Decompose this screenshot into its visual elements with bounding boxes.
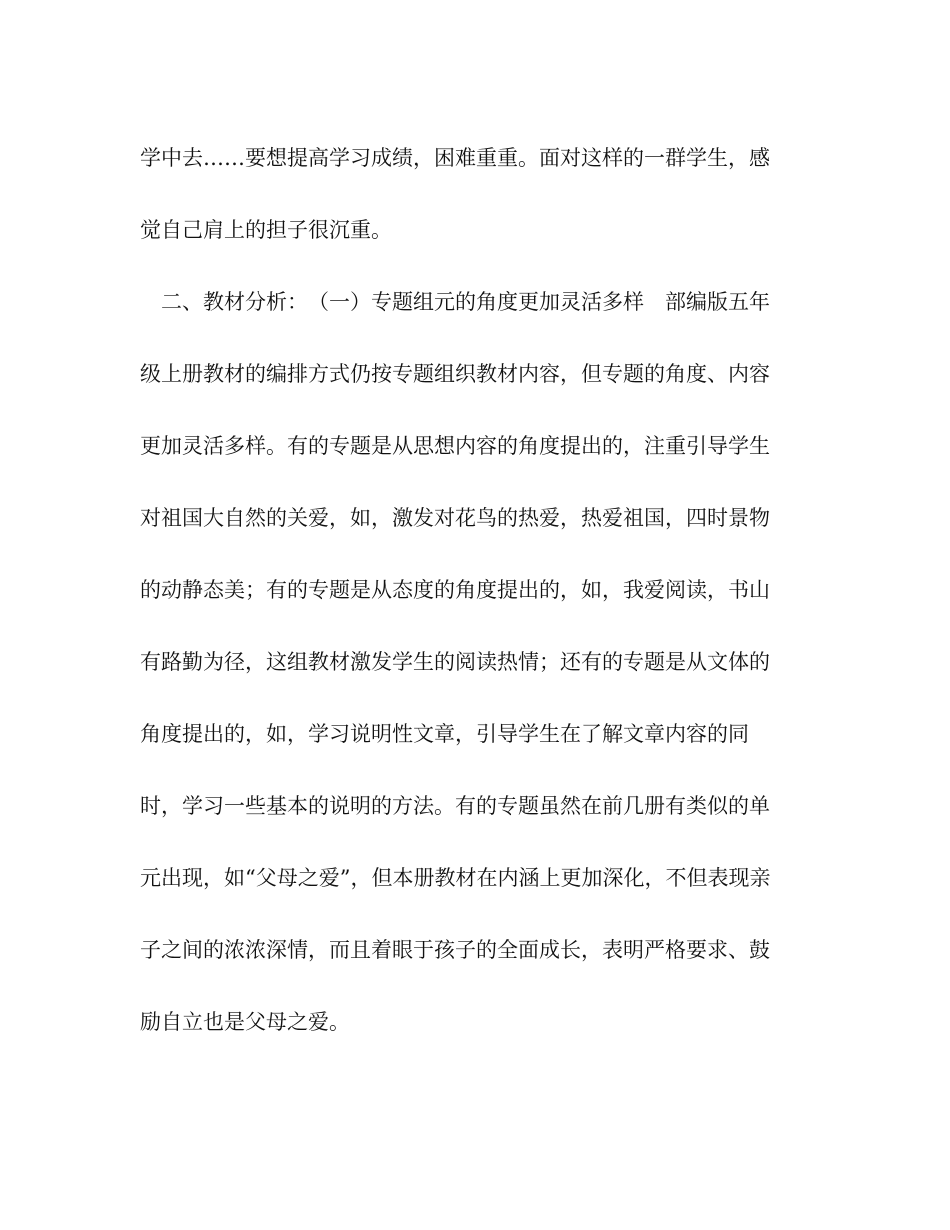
text-line: 学中去……要想提高学习成绩，困难重重。面对这样的一群学生，感 (140, 146, 770, 170)
text-line: 的动静态美；有的专题是从态度的角度提出的，如，我爱阅读，书山 (140, 578, 770, 602)
text-line: 更加灵活多样。有的专题是从思想内容的角度提出的，注重引导学生 (140, 434, 770, 458)
text-line: 角度提出的，如，学习说明性文章，引导学生在了解文章内容的同 (140, 722, 749, 746)
text-line: 二、教材分析： （一）专题组元的角度更加灵活多样 部编版五年 (140, 290, 770, 314)
text-line: 有路勤为径，这组教材激发学生的阅读热情；还有的专题是从文体的 (140, 650, 770, 674)
text-line: 元出现，如“父母之爱”，但本册教材在内涵上更加深化，不但表现亲 (140, 866, 771, 890)
text-line: 子之间的浓浓深情，而且着眼于孩子的全面成长，表明严格要求、鼓 (140, 938, 770, 962)
text-line: 觉自己肩上的担子很沉重。 (140, 218, 392, 242)
text-line: 对祖国大自然的关爱，如，激发对花鸟的热爱，热爱祖国，四时景物 (140, 506, 770, 530)
body-text (140, 126, 820, 1062)
text-line: 时，学习一些基本的说明的方法。有的专题虽然在前几册有类似的单 (140, 794, 770, 818)
text-line: 级上册教材的编排方式仍按专题组织教材内容，但专题的角度、内容 (140, 362, 770, 386)
text-line: 励自立也是父母之爱。 (140, 1010, 350, 1034)
